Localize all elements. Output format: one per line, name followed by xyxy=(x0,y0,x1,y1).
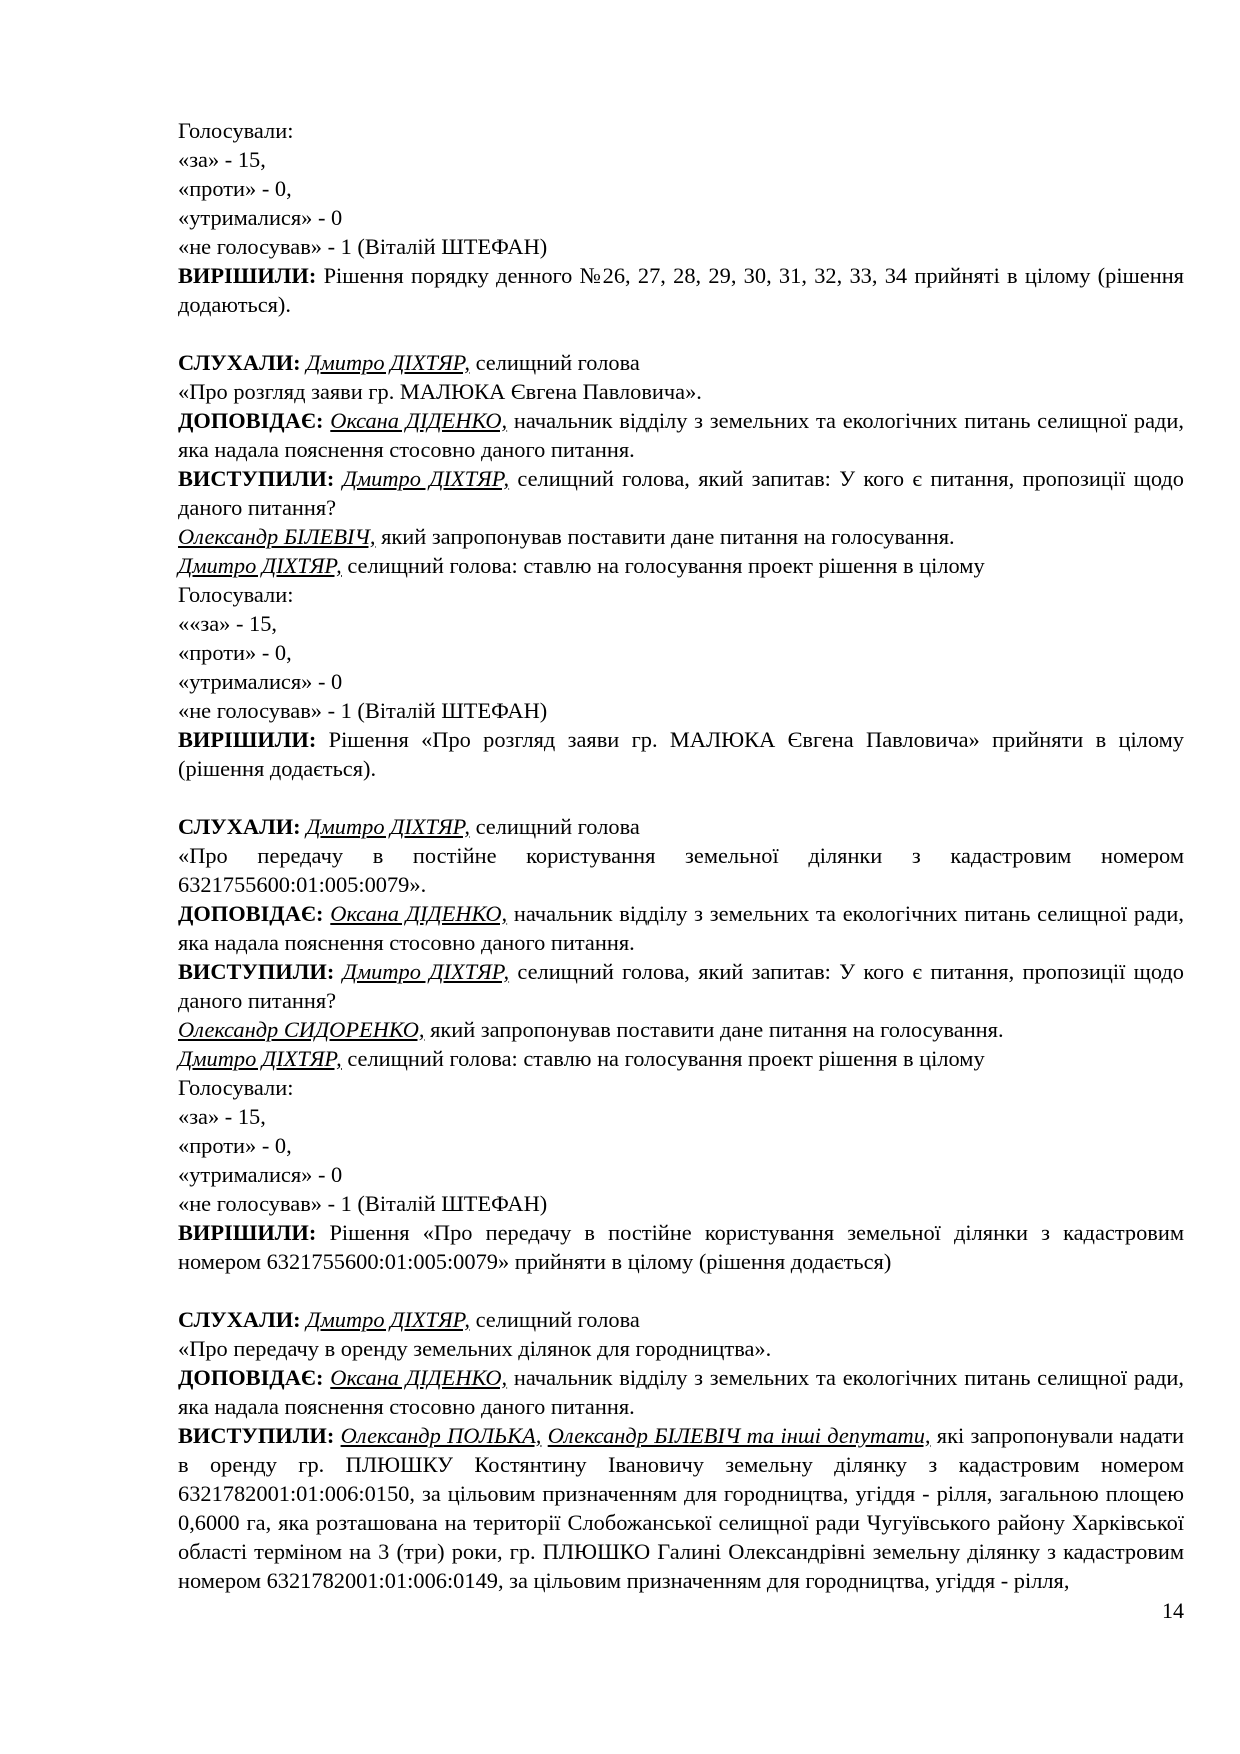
spoke-label: ВИСТУПИЛИ: xyxy=(178,466,335,491)
spoke-paragraph xyxy=(178,957,1184,1015)
decided-text: Рішення порядку денного №26, 27, 28, 29, 30, 31, 32, 33, 34 прийняті в цілому (рішення додаються). xyxy=(178,263,1184,317)
proposal-text: який запропонував поставити дане питання на голосування. xyxy=(424,1017,1004,1042)
vote-not-voted: «не голосував» - 1 (Віталій ШТЕФАН) xyxy=(178,234,548,259)
decision-paragraph xyxy=(178,1218,1184,1276)
chair-name: Дмитро ДІХТЯР, xyxy=(178,1046,342,1071)
chair-line xyxy=(178,551,1184,580)
report-paragraph xyxy=(178,406,1184,464)
report-paragraph xyxy=(178,1363,1184,1421)
heard-label: СЛУХАЛИ: xyxy=(178,1307,301,1332)
spoke-name: Дмитро ДІХТЯР, xyxy=(342,959,510,984)
heard-name: Дмитро ДІХТЯР, xyxy=(306,1307,470,1332)
decided-text: Рішення «Про передачу в постійне користування земельної ділянки з кадастровим номером 6321755600:01:005:0079» прийняти в цілому (рішення додається) xyxy=(178,1220,1184,1274)
spoke-text: селищний голова, який запитав: У кого є питання, пропозиції щодо даного питання? xyxy=(178,959,1184,1013)
chair-line xyxy=(178,1044,1184,1073)
report-name: Оксана ДІДЕНКО, xyxy=(330,901,508,926)
proposal-text: який запропонував поставити дане питання на голосування. xyxy=(375,524,955,549)
heard-name: Дмитро ДІХТЯР, xyxy=(306,350,470,375)
spoke-label: ВИСТУПИЛИ: xyxy=(178,1423,335,1448)
decided-label: ВИРІШИЛИ: xyxy=(178,1220,317,1245)
decided-text: Рішення «Про розгляд заяви гр. МАЛЮКА Євгена Павловича» прийняти в цілому (рішення додається). xyxy=(178,727,1184,781)
vote-against: «проти» - 0, xyxy=(178,1133,292,1158)
heard-role: селищний голова xyxy=(469,350,640,375)
spoke-name: Олександр БІЛЕВІЧ та інші депутати, xyxy=(547,1423,931,1448)
agenda-title: «Про передачу в постійне користування земельної ділянки з кадастровим номером 6321755600:01:005:0079». xyxy=(178,843,1184,897)
vote-abstain: «утрималися» - 0 xyxy=(178,205,343,230)
vote-not-voted: «не голосував» - 1 (Віталій ШТЕФАН) xyxy=(178,1191,548,1216)
report-text: начальник відділу з земельних та екологічних питань селищної ради, яка надала пояснення стосовно даного питання. xyxy=(178,901,1184,955)
report-text: начальник відділу з земельних та екологічних питань селищної ради, яка надала пояснення стосовно даного питання. xyxy=(178,408,1184,462)
heard-line xyxy=(178,812,1184,841)
document-page xyxy=(178,116,1184,1595)
chair-name: Дмитро ДІХТЯР, xyxy=(178,553,342,578)
heard-label: СЛУХАЛИ: xyxy=(178,350,301,375)
agenda-title: «Про передачу в оренду земельних ділянок для городництва». xyxy=(178,1336,772,1361)
vote-for: ««за» - 15, xyxy=(178,611,278,636)
spoke-label: ВИСТУПИЛИ: xyxy=(178,959,335,984)
agenda-title: «Про розгляд заяви гр. МАЛЮКА Євгена Павловича». xyxy=(178,379,702,404)
report-label: ДОПОВІДАЄ: xyxy=(178,1365,324,1390)
proposal-line xyxy=(178,1015,1184,1044)
page-number: 14 xyxy=(1162,1598,1184,1623)
voted-heading: Голосували: xyxy=(178,1075,294,1100)
vote-for: «за» - 15, xyxy=(178,147,266,172)
chair-text: селищний голова: ставлю на голосування проект рішення в цілому xyxy=(341,553,985,578)
report-label: ДОПОВІДАЄ: xyxy=(178,408,324,433)
report-name: Оксана ДІДЕНКО, xyxy=(330,1365,508,1390)
spoke-name: Олександр ПОЛЬКА, xyxy=(340,1423,542,1448)
spacer xyxy=(178,1276,1184,1305)
chair-text: селищний голова: ставлю на голосування проект рішення в цілому xyxy=(341,1046,985,1071)
heard-line xyxy=(178,348,1184,377)
proposal-name: Олександр СИДОРЕНКО, xyxy=(178,1017,425,1042)
decided-label: ВИРІШИЛИ: xyxy=(178,263,317,288)
proposal-name: Олександр БІЛЕВІЧ, xyxy=(178,524,376,549)
decision-paragraph xyxy=(178,725,1184,783)
report-text: начальник відділу з земельних та екологічних питань селищної ради, яка надала пояснення стосовно даного питання. xyxy=(178,1365,1184,1419)
decided-label: ВИРІШИЛИ: xyxy=(178,727,317,752)
proposal-line xyxy=(178,522,1184,551)
heard-role: селищний голова xyxy=(469,814,640,839)
spoke-text: селищний голова, який запитав: У кого є питання, пропозиції щодо даного питання? xyxy=(178,466,1184,520)
report-label: ДОПОВІДАЄ: xyxy=(178,901,324,926)
heard-line xyxy=(178,1305,1184,1334)
vote-not-voted: «не голосував» - 1 (Віталій ШТЕФАН) xyxy=(178,698,548,723)
spacer xyxy=(178,319,1184,348)
heard-label: СЛУХАЛИ: xyxy=(178,814,301,839)
spoke-name: Дмитро ДІХТЯР, xyxy=(342,466,510,491)
spacer xyxy=(178,783,1184,812)
vote-against: «проти» - 0, xyxy=(178,176,292,201)
vote-for: «за» - 15, xyxy=(178,1104,266,1129)
voted-heading: Голосували: xyxy=(178,118,294,143)
spoke-paragraph xyxy=(178,464,1184,522)
report-name: Оксана ДІДЕНКО, xyxy=(330,408,508,433)
vote-abstain: «утрималися» - 0 xyxy=(178,1162,343,1187)
decision-paragraph xyxy=(178,261,1184,319)
vote-abstain: «утрималися» - 0 xyxy=(178,669,343,694)
vote-against: «проти» - 0, xyxy=(178,640,292,665)
spoke-paragraph xyxy=(178,1421,1184,1595)
spoke-text: які запропонували надати в оренду гр. ПЛЮШКУ Костянтину Івановичу земельну ділянку з кадастровим номером 6321782001:01:006:0150, за цільовим призначенням для городництва, угіддя - рілля, загальною площею 0,6000 га, яка розташована на території Слобожанської селищної ради Чугуївського району Харківської області терміном на 3 (три) роки, гр. ПЛЮШКО Галині Олександрівні земельну ділянку з кадастровим номером 6321782001:01:006:0149, за цільовим призначенням для городництва, угіддя - рілля, xyxy=(178,1423,1184,1593)
heard-role: селищний голова xyxy=(469,1307,640,1332)
heard-name: Дмитро ДІХТЯР, xyxy=(306,814,470,839)
report-paragraph xyxy=(178,899,1184,957)
voted-heading: Голосували: xyxy=(178,582,294,607)
